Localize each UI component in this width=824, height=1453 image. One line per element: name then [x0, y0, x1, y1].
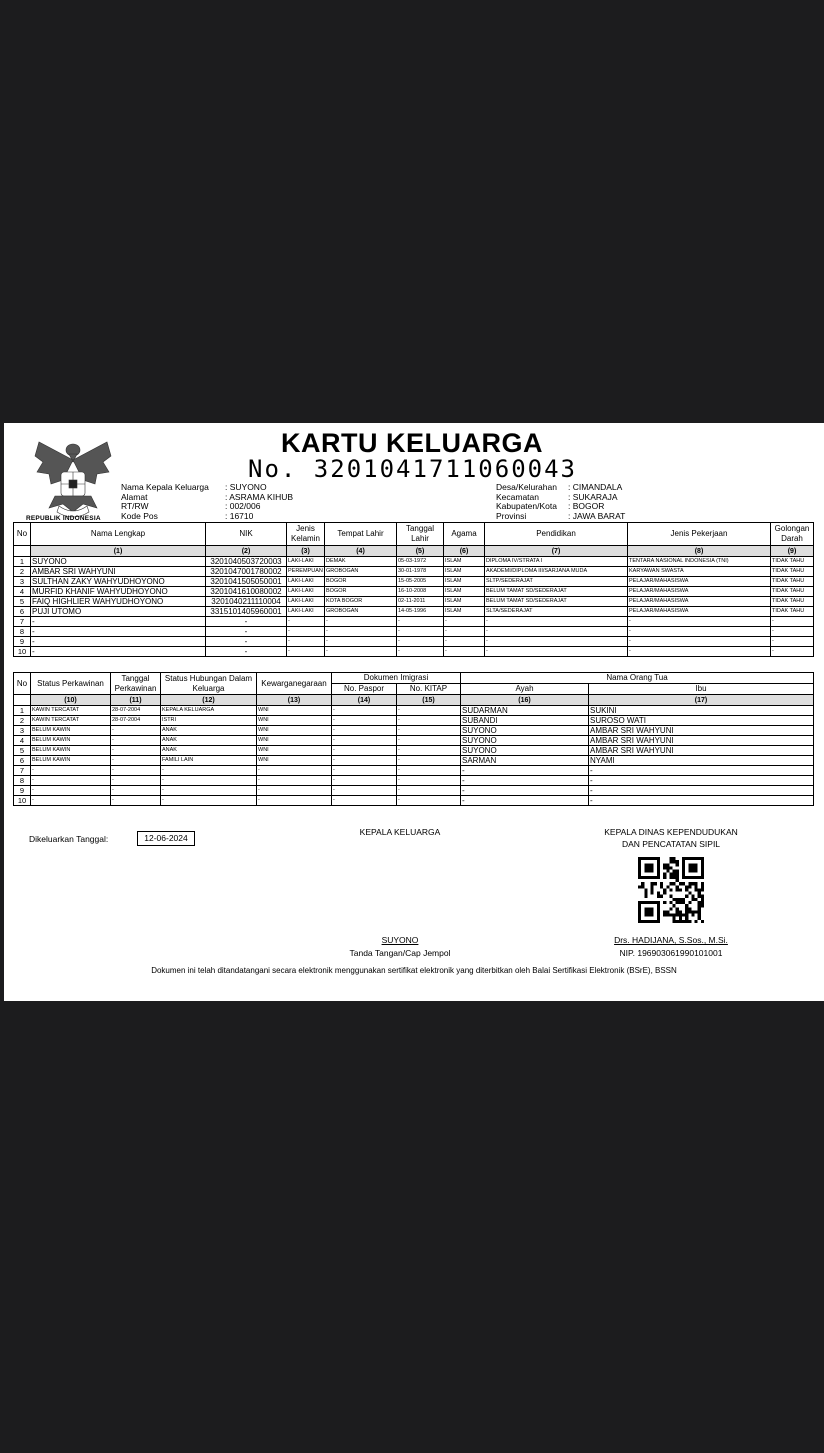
col-number: (2)	[206, 546, 287, 557]
table-row	[14, 796, 814, 806]
table-cell: BOGOR	[325, 577, 397, 587]
table-cell: LAKI-LAKI	[287, 587, 325, 597]
col-number: (3)	[287, 546, 325, 557]
issued-label: Dikeluarkan Tanggal:	[29, 834, 109, 844]
table-cell: -	[332, 756, 397, 766]
col-header-no: No	[14, 523, 31, 546]
table-cell: DIPLOMA IV/STRATA I	[485, 557, 628, 567]
info-label: Nama Kepala Keluarga	[121, 482, 209, 492]
table-cell: 3201041505050001	[206, 577, 287, 587]
table-cell: -	[461, 766, 589, 776]
info-label: Kode Pos	[121, 510, 158, 521]
info-label: RT/RW	[121, 501, 149, 511]
col-number: (11)	[111, 695, 161, 706]
table-cell: AMBAR SRI WAHYUNI	[31, 567, 206, 577]
table-cell: -	[111, 766, 161, 776]
col-number: (6)	[444, 546, 485, 557]
table-cell: ISLAM	[444, 597, 485, 607]
table-row	[14, 706, 814, 716]
table-cell: -	[485, 627, 628, 637]
col-header-ibu: Ibu	[589, 684, 814, 695]
table-cell: TIDAK TAHU	[771, 597, 814, 607]
table-cell: -	[206, 627, 287, 637]
table-cell: -	[31, 647, 206, 657]
info-value: : SUKARAJA	[568, 491, 618, 502]
table-cell: -	[485, 637, 628, 647]
table-cell: -	[257, 786, 332, 796]
table-cell: 6	[14, 756, 31, 766]
table-cell: -	[325, 647, 397, 657]
table-cell: TIDAK TAHU	[771, 587, 814, 597]
col-number: (13)	[257, 695, 332, 706]
page-title: KARTU KELUARGA	[281, 428, 543, 458]
table-cell: -	[257, 796, 332, 806]
col-header-pekerjaan: Jenis Pekerjaan	[628, 523, 771, 546]
table-cell: WNI	[257, 706, 332, 716]
table-cell: 10	[14, 647, 31, 657]
table-cell: -	[111, 786, 161, 796]
table-cell: -	[111, 726, 161, 736]
table-cell: -	[461, 786, 589, 796]
col-number-blank	[14, 695, 31, 706]
table-cell: -	[332, 746, 397, 756]
table-cell: -	[397, 637, 444, 647]
table-cell: -	[589, 766, 814, 776]
table-cell: 3315101405960001	[206, 607, 287, 617]
table-cell: PELAJAR/MAHASISWA	[628, 607, 771, 617]
issued-date: 12-06-2024	[137, 831, 195, 846]
table-cell: -	[332, 776, 397, 786]
table-cell: -	[589, 786, 814, 796]
col-number: (17)	[589, 695, 814, 706]
table-cell: PELAJAR/MAHASISWA	[628, 587, 771, 597]
table-cell: -	[31, 796, 111, 806]
table-cell: SUYONO	[461, 726, 589, 736]
table-cell: -	[444, 647, 485, 657]
col-number: (1)	[31, 546, 206, 557]
info-value: : CIMANDALA	[568, 482, 623, 492]
table-cell: -	[461, 796, 589, 806]
col-header-status-perkawinan: Status Perkawinan	[31, 673, 111, 695]
table-cell: -	[461, 776, 589, 786]
table-row	[14, 647, 814, 657]
table-cell: MURFID KHANIF WAHYUDHOYONO	[31, 587, 206, 597]
table-cell: NYAMI	[589, 756, 814, 766]
table-cell: -	[287, 627, 325, 637]
col-number: (16)	[461, 695, 589, 706]
table-cell: SULTHAN ZAKY WAHYUDHOYONO	[31, 577, 206, 587]
table-cell: LAKI-LAKI	[287, 557, 325, 567]
table-cell: -	[31, 637, 206, 647]
table-cell: PELAJAR/MAHASISWA	[628, 577, 771, 587]
table-cell: -	[397, 706, 461, 716]
table-cell: WNI	[257, 726, 332, 736]
table-cell: 4	[14, 587, 31, 597]
table-cell: -	[628, 637, 771, 647]
table-row	[14, 746, 814, 756]
table-cell: -	[332, 706, 397, 716]
table-cell: -	[257, 766, 332, 776]
table-cell: -	[161, 766, 257, 776]
table-cell: -	[444, 637, 485, 647]
table-row	[14, 766, 814, 776]
table-cell: -	[31, 617, 206, 627]
table-cell: -	[332, 796, 397, 806]
table-cell: SUDARMAN	[461, 706, 589, 716]
col-header-golongan-darah: Golongan Darah	[771, 523, 814, 546]
table-cell: -	[397, 786, 461, 796]
table-cell: SUYONO	[461, 746, 589, 756]
table-cell: ANAK	[161, 736, 257, 746]
table-cell: WNI	[257, 746, 332, 756]
info-label: Kabupaten/Kota	[496, 501, 557, 511]
col-header-nama: Nama Lengkap	[31, 523, 206, 546]
dinas-official-nip: NIP. 196903061990101001	[619, 948, 723, 958]
table-cell: -	[397, 776, 461, 786]
table-cell: -	[161, 786, 257, 796]
col-number: (15)	[397, 695, 461, 706]
table-cell: KOTA BOGOR	[325, 597, 397, 607]
table-cell: -	[332, 786, 397, 796]
table-cell: 2	[14, 567, 31, 577]
table-cell: 3	[14, 726, 31, 736]
table-cell: -	[206, 617, 287, 627]
table-cell: -	[287, 637, 325, 647]
table-cell: -	[325, 637, 397, 647]
table-cell: LAKI-LAKI	[287, 577, 325, 587]
table-cell: LAKI-LAKI	[287, 607, 325, 617]
table-cell: 8	[14, 776, 31, 786]
table-cell: -	[397, 756, 461, 766]
col-number: (10)	[31, 695, 111, 706]
table-cell: GROBOGAN	[325, 567, 397, 577]
table-cell: -	[397, 716, 461, 726]
table-cell: -	[397, 726, 461, 736]
table-cell: ISLAM	[444, 607, 485, 617]
table-cell: -	[31, 786, 111, 796]
col-header-pendidikan: Pendidikan	[485, 523, 628, 546]
table-cell: SUBANDI	[461, 716, 589, 726]
table-row	[14, 587, 814, 597]
table-cell: TIDAK TAHU	[771, 577, 814, 587]
table-cell: TIDAK TAHU	[771, 557, 814, 567]
table-cell: BELUM KAWIN	[31, 746, 111, 756]
table-row	[14, 726, 814, 736]
info-value: : JAWA BARAT	[568, 510, 626, 521]
table-cell: FAMILI LAIN	[161, 756, 257, 766]
table-cell: -	[332, 736, 397, 746]
table-cell: SUYONO	[461, 736, 589, 746]
table-cell: WNI	[257, 736, 332, 746]
table-cell: BELUM TAMAT SD/SEDERAJAT	[485, 597, 628, 607]
dinas-title-2: DAN PENCATATAN SIPIL	[621, 839, 721, 849]
table-cell: -	[206, 647, 287, 657]
info-label: Provinsi	[496, 510, 527, 521]
col-header-kewarganegaraan: Kewarganegaraan	[257, 673, 332, 695]
table-cell: -	[287, 617, 325, 627]
table-cell: PUJI UTOMO	[31, 607, 206, 617]
col-header-jenis-kelamin: Jenis Kelamin	[287, 523, 325, 546]
table-cell: ANAK	[161, 746, 257, 756]
table-cell: -	[161, 796, 257, 806]
col-header-nama-orang-tua: Nama Orang Tua	[461, 673, 814, 684]
table-cell: 4	[14, 736, 31, 746]
table-row	[14, 786, 814, 796]
table-cell: BELUM KAWIN	[31, 726, 111, 736]
col-header-no-kitap: No. KITAP	[397, 684, 461, 695]
table-cell: 02-11-2011	[397, 597, 444, 607]
table-cell: -	[771, 637, 814, 647]
table-cell: GROBOGAN	[325, 607, 397, 617]
table-cell: 1	[14, 706, 31, 716]
col-number-blank	[14, 546, 31, 557]
table-cell: -	[771, 647, 814, 657]
family-card-document	[4, 423, 824, 1001]
table-cell: ISLAM	[444, 567, 485, 577]
info-value: : ASRAMA KIHUB	[225, 491, 294, 502]
col-header-status-hubungan: Status Hubungan Dalam Keluarga	[161, 673, 257, 695]
table-cell: -	[111, 736, 161, 746]
table-cell: PELAJAR/MAHASISWA	[628, 597, 771, 607]
table-cell: -	[628, 647, 771, 657]
table-cell: LAKI-LAKI	[287, 597, 325, 607]
table-cell: 3201040211110004	[206, 597, 287, 607]
table-cell: SUROSO WATI	[589, 716, 814, 726]
table-cell: -	[257, 776, 332, 786]
family-card-number: No. 3201041711060043	[248, 455, 577, 483]
table-cell: -	[111, 756, 161, 766]
table-cell: -	[589, 776, 814, 786]
dinas-title-1: KEPALA DINAS KEPENDUDUKAN	[604, 827, 738, 837]
dinas-official-name: Drs. HADIJANA, S.Sos., M.Si.	[614, 935, 728, 945]
table-cell: 15-05-2005	[397, 577, 444, 587]
table-cell: SUYONO	[31, 557, 206, 567]
table-cell: 28-07-2004	[111, 706, 161, 716]
table-cell: 3201040503720003	[206, 557, 287, 567]
family-members-table	[13, 522, 814, 657]
table-cell: ISLAM	[444, 587, 485, 597]
table-row	[14, 567, 814, 577]
table-cell: -	[397, 647, 444, 657]
table-cell: -	[444, 627, 485, 637]
table-cell: WNI	[257, 756, 332, 766]
table-cell: -	[31, 776, 111, 786]
col-header-nik: NIK	[206, 523, 287, 546]
table-cell: -	[397, 746, 461, 756]
table-row	[14, 637, 814, 647]
table-cell: 5	[14, 746, 31, 756]
col-number: (4)	[325, 546, 397, 557]
electronic-signature-disclaimer: Dokumen ini telah ditandatangani secara elektronik menggunakan sertifikat elektronik yang diterbitkan oleh Balai Sertifikasi Elektronik (BSrE), BSSN	[151, 966, 677, 975]
table-cell: 7	[14, 617, 31, 627]
info-right	[496, 483, 625, 521]
table-cell: BOGOR	[325, 587, 397, 597]
table-cell: -	[628, 617, 771, 627]
table-cell: -	[397, 617, 444, 627]
col-header-ayah: Ayah	[461, 684, 589, 695]
table-cell: 14-05-1996	[397, 607, 444, 617]
qr-code-icon	[638, 857, 704, 923]
table-cell: AMBAR SRI WAHYUNI	[589, 726, 814, 736]
col-number: (12)	[161, 695, 257, 706]
table-cell: 7	[14, 766, 31, 776]
table-cell: -	[397, 736, 461, 746]
table-cell: SLTP/SEDERAJAT	[485, 577, 628, 587]
table-cell: AKADEMI/DIPLOMA III/SARJANA MUDA	[485, 567, 628, 577]
info-left	[121, 483, 293, 521]
table-cell: -	[485, 647, 628, 657]
table-row	[14, 756, 814, 766]
table-cell: 2	[14, 716, 31, 726]
col-header-tanggal-lahir: Tanggal Lahir	[397, 523, 444, 546]
table-cell: -	[485, 617, 628, 627]
table-cell: 3	[14, 577, 31, 587]
table-cell: KARYAWAN SWASTA	[628, 567, 771, 577]
table-row	[14, 716, 814, 726]
table-cell: PEREMPUAN	[287, 567, 325, 577]
table-cell: 3201041610080002	[206, 587, 287, 597]
col-header-dokumen-imigrasi: Dokumen Imigrasi	[332, 673, 461, 684]
info-value: : 16710	[225, 510, 254, 521]
table-cell: -	[31, 627, 206, 637]
table-cell: -	[589, 796, 814, 806]
signature-caption: Tanda Tangan/Cap Jempol	[349, 948, 451, 958]
table-cell: -	[325, 617, 397, 627]
col-number: (14)	[332, 695, 397, 706]
table-cell: -	[111, 776, 161, 786]
kepala-keluarga-name: SUYONO	[381, 935, 419, 945]
table-cell: BELUM KAWIN	[31, 736, 111, 746]
table-cell: ISTRI	[161, 716, 257, 726]
table-cell: 30-01-1978	[397, 567, 444, 577]
col-header-no-paspor: No. Paspor	[332, 684, 397, 695]
table-cell: AMBAR SRI WAHYUNI	[589, 736, 814, 746]
table-cell: -	[332, 766, 397, 776]
table-cell: -	[206, 637, 287, 647]
info-label: Kecamatan	[496, 491, 539, 502]
table-cell: 3201047001780002	[206, 567, 287, 577]
table-cell: SARMAN	[461, 756, 589, 766]
table-cell: -	[397, 766, 461, 776]
table-cell: -	[332, 716, 397, 726]
table-cell: 9	[14, 786, 31, 796]
table-row	[14, 577, 814, 587]
table-cell: -	[161, 776, 257, 786]
table-cell: BELUM TAMAT SD/SEDERAJAT	[485, 587, 628, 597]
table-cell: ISLAM	[444, 577, 485, 587]
col-number: (7)	[485, 546, 628, 557]
table-cell: DEMAK	[325, 557, 397, 567]
col-header-agama: Agama	[444, 523, 485, 546]
col-number: (9)	[771, 546, 814, 557]
table-cell: 6	[14, 607, 31, 617]
family-status-table	[13, 672, 814, 806]
table-cell: SLTA/SEDERAJAT	[485, 607, 628, 617]
table-cell: 8	[14, 627, 31, 637]
table-cell: ISLAM	[444, 557, 485, 567]
table-cell: -	[332, 726, 397, 736]
table-cell: BELUM KAWIN	[31, 756, 111, 766]
table-row	[14, 557, 814, 567]
table-row	[14, 627, 814, 637]
table-cell: 05-03-1972	[397, 557, 444, 567]
table-cell: KAWIN TERCATAT	[31, 706, 111, 716]
table-row	[14, 617, 814, 627]
table-cell: -	[771, 617, 814, 627]
table-cell: 5	[14, 597, 31, 607]
table-cell: -	[287, 647, 325, 657]
table-cell: -	[444, 617, 485, 627]
info-value: : 002/006	[225, 501, 261, 511]
table-cell: 16-10-2008	[397, 587, 444, 597]
table-cell: -	[31, 766, 111, 776]
info-label: Desa/Kelurahan	[496, 482, 557, 492]
table-cell: -	[397, 627, 444, 637]
table-row	[14, 597, 814, 607]
info-label: Alamat	[121, 491, 148, 502]
table-cell: -	[397, 796, 461, 806]
table-cell: -	[111, 796, 161, 806]
table-row	[14, 607, 814, 617]
info-value: : BOGOR	[568, 501, 605, 511]
table-cell: -	[771, 627, 814, 637]
table-row	[14, 736, 814, 746]
col-number: (8)	[628, 546, 771, 557]
col-number: (5)	[397, 546, 444, 557]
table-cell: -	[325, 627, 397, 637]
table-cell: WNI	[257, 716, 332, 726]
table-cell: TIDAK TAHU	[771, 567, 814, 577]
table-cell: 28-07-2004	[111, 716, 161, 726]
table-cell: 10	[14, 796, 31, 806]
table-cell: -	[628, 627, 771, 637]
info-value: : SUYONO	[225, 482, 267, 492]
table-cell: SUKINI	[589, 706, 814, 716]
table-cell: KAWIN TERCATAT	[31, 716, 111, 726]
table-cell: TENTARA NASIONAL INDONESIA (TNI)	[628, 557, 771, 567]
col-header-no: No	[14, 673, 31, 695]
table-cell: KEPALA KELUARGA	[161, 706, 257, 716]
table-cell: 1	[14, 557, 31, 567]
table-cell: ANAK	[161, 726, 257, 736]
table-cell: AMBAR SRI WAHYUNI	[589, 746, 814, 756]
col-header-tempat-lahir: Tempat Lahir	[325, 523, 397, 546]
col-header-tanggal-perkawinan: Tanggal Perkawinan	[111, 673, 161, 695]
kepala-keluarga-title: KEPALA KELUARGA	[359, 827, 441, 837]
table-row	[14, 776, 814, 786]
table-cell: FAIQ HIGHLIER WAHYUDHOYONO	[31, 597, 206, 607]
table-cell: TIDAK TAHU	[771, 607, 814, 617]
table-cell: 9	[14, 637, 31, 647]
table-cell: -	[111, 746, 161, 756]
emblem-caption: REPUBLIK INDONESIA	[26, 515, 101, 522]
